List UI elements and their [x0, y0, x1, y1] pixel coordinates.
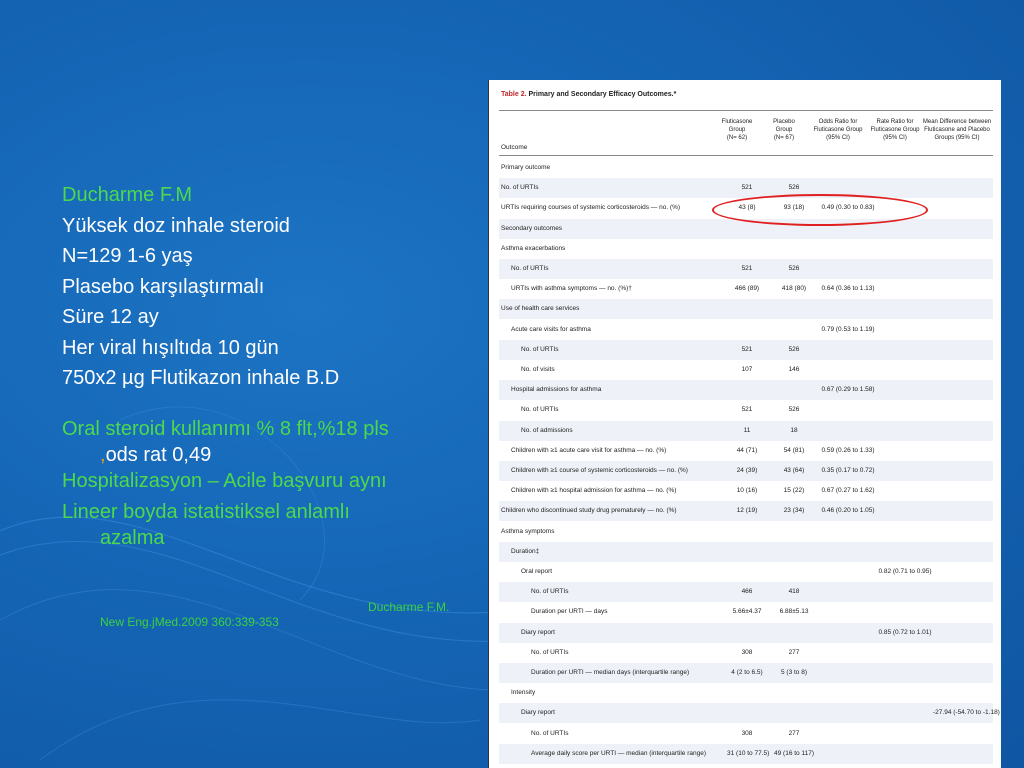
table-row: [499, 461, 993, 481]
row-label: Children with ≥1 hospital admission for asthma — no. (%): [511, 487, 677, 495]
table-row: [499, 501, 993, 521]
row-value: 146: [788, 366, 800, 373]
row-label: Asthma symptoms: [501, 527, 555, 535]
table-number: Table 2.: [501, 91, 527, 98]
table-row: [499, 582, 993, 602]
header-line: Groups (95% CI): [934, 135, 980, 141]
header-rule-top: [499, 110, 993, 111]
header-line: Fluticasone and Placebo: [924, 127, 990, 133]
row-value: 0.35 (0.17 to 0.72): [821, 467, 875, 474]
table-row: [499, 340, 993, 360]
row-value: 277: [788, 648, 800, 656]
comma-prefix: ,: [100, 444, 106, 466]
row-label: Intensity: [511, 689, 536, 697]
header-line: Group: [728, 127, 746, 133]
table-row: [499, 259, 993, 279]
slide-body-text: [62, 180, 492, 549]
slide-line: 750x2 µg Flutikazon inhale B.D: [62, 367, 340, 389]
row-value: 10 (16): [736, 487, 758, 495]
row-value: 0.64 (0.36 to 1.13): [821, 285, 875, 293]
row-label: No. of URTIs: [501, 184, 539, 192]
col-header-fluticasone: [717, 118, 757, 142]
header-line: Mean Difference between: [922, 119, 992, 125]
row-label: No. of URTIs: [531, 648, 569, 656]
row-value: 54 (81): [783, 446, 805, 454]
row-label: URTIs requiring courses of systemic corticosteroids — no. (%): [501, 204, 681, 212]
slide-line: N=129 1-6 yaş: [62, 245, 193, 267]
row-value: 466 (89): [734, 285, 760, 293]
col-header-outcome: Outcome: [501, 144, 528, 151]
table-row: [499, 542, 993, 562]
table-row: [499, 522, 993, 542]
row-label: Diary report: [521, 628, 555, 636]
table-row: [499, 158, 993, 178]
row-value: 12 (19): [736, 507, 758, 515]
row-label: Duration‡: [511, 547, 540, 555]
row-value: 6.88±5.13: [779, 608, 809, 616]
table-row: [499, 703, 1000, 723]
row-label: Use of health care services: [501, 305, 580, 313]
row-value: 0.59 (0.26 to 1.33): [821, 446, 875, 454]
row-value: 521: [741, 406, 753, 414]
row-value: 43 (8): [738, 204, 756, 212]
row-label: No. of URTIs: [511, 265, 549, 272]
row-value: 0.49 (0.30 to 0.83): [821, 204, 875, 212]
table-row: [499, 400, 993, 420]
header-line: Group: [775, 127, 793, 133]
row-label: Children with ≥1 acute care visit for asthma — no. (%): [511, 446, 667, 454]
row-label: Duration per URTI — days: [531, 608, 608, 616]
citation-author: Ducharme F.M.: [368, 600, 450, 614]
oral-steroid-line-2: [62, 444, 492, 466]
row-value: 521: [741, 345, 753, 353]
row-value: 23 (34): [783, 507, 805, 515]
row-value: 107: [741, 366, 753, 373]
row-value: 526: [788, 406, 800, 414]
row-value: 0.46 (0.20 to 1.05): [821, 507, 875, 515]
row-value: 5.66±4.37: [732, 608, 762, 616]
table-image-panel: [488, 80, 1001, 768]
highlight-oval: [712, 194, 928, 226]
row-value: 308: [741, 648, 753, 656]
row-label: No. of admissions: [521, 426, 573, 434]
row-value: 93 (18): [783, 204, 805, 212]
table-row: [499, 683, 993, 703]
row-value: 44 (71): [736, 446, 758, 454]
row-label: Duration per URTI — median days (interquartile range): [531, 669, 690, 676]
row-value: 526: [788, 184, 800, 192]
slide-line: Plasebo karşılaştırmalı: [62, 275, 265, 298]
table-row: [499, 724, 993, 744]
col-header-odds-ratio: [807, 118, 869, 142]
table-row: [499, 178, 993, 198]
row-label: No. of visits: [521, 366, 555, 373]
table-row: [499, 562, 993, 582]
row-value: 526: [788, 265, 800, 272]
header-line: Fluticasone: [721, 119, 753, 125]
row-value: 0.67 (0.27 to 1.62): [821, 487, 875, 495]
hospitalization-line: Hospitalizasyon – Acile başvuru aynı: [62, 470, 387, 492]
citation-journal: New Eng.jMed.2009 360:339-353: [100, 615, 279, 629]
row-label: Children with ≥1 course of systemic corticosteroids — no. (%): [511, 467, 688, 474]
table-row: [499, 623, 993, 643]
row-label: Primary outcome: [501, 164, 551, 171]
slide-line: Ducharme F.M: [62, 184, 193, 206]
row-value: 418 (80): [781, 285, 807, 293]
row-value: 18: [790, 426, 798, 434]
row-value: 0.85 (0.72 to 1.01): [878, 628, 932, 636]
row-value: 0.79 (0.53 to 1.19): [821, 325, 875, 333]
header-rule-bottom: [499, 155, 993, 156]
table-title-text: Primary and Secondary Efficacy Outcomes.*: [526, 91, 677, 98]
row-value: 526: [788, 345, 800, 353]
row-value: 24 (39): [736, 467, 758, 474]
table-row: [499, 380, 993, 400]
table-row: [499, 421, 993, 441]
header-line: (N= 67): [773, 135, 795, 141]
table-row: [499, 279, 993, 299]
header-line: Fluticasone Group: [870, 127, 920, 133]
row-value: 521: [741, 184, 753, 192]
row-value: 11: [743, 426, 751, 434]
row-label: Secondary outcomes: [501, 224, 563, 232]
row-value: 277: [788, 729, 800, 737]
row-label: No. of URTIs: [531, 588, 569, 596]
row-label: No. of URTIs: [531, 729, 569, 737]
table-row: [499, 441, 993, 461]
row-value: 466: [741, 588, 753, 596]
row-label: No. of URTIs: [521, 345, 559, 353]
header-line: Rate Ratio for: [876, 119, 914, 125]
row-label: Asthma exacerbations: [501, 244, 566, 252]
row-value: 43 (64): [783, 467, 805, 474]
row-value: -27.94 (-54.70 to -1.18): [933, 709, 1000, 717]
header-line: (95% CI): [883, 135, 907, 141]
slide-line: Her viral hışıltıda 10 gün: [62, 336, 279, 359]
col-header-placebo: [764, 118, 804, 142]
row-label: Hospital admissions for asthma: [511, 386, 602, 394]
table-row: [499, 239, 993, 259]
row-value: 4 (2 to 6.5): [731, 669, 763, 676]
odds-ratio-text: ods rat 0,49: [105, 444, 212, 466]
row-label: Oral report: [521, 568, 553, 575]
oral-steroid-block: [62, 414, 492, 467]
oral-steroid-line: Oral steroid kullanımı % 8 flt,%18 pls: [62, 417, 389, 440]
header-line: (95% CI): [826, 135, 850, 141]
slide-line: Yüksek doz inhale steroid: [62, 214, 290, 237]
table-row: [499, 602, 993, 622]
slide-line: Süre 12 ay: [62, 306, 159, 328]
row-label: URTIs with asthma symptoms — no. (%)†: [511, 285, 632, 293]
linear-growth-line-2: azalma: [100, 527, 165, 549]
row-value: 31 (10 to 77.5): [727, 749, 770, 757]
table-row: [499, 481, 993, 501]
row-label: Acute care visits for asthma: [511, 325, 591, 333]
row-value: 521: [741, 265, 753, 272]
header-line: Fluticasone Group: [813, 127, 863, 133]
header-line: (N= 62): [726, 135, 748, 141]
table-row: [499, 360, 993, 380]
table-row: [499, 320, 993, 340]
linear-growth-line: Lineer boyda istatistiksel anlamlı: [62, 500, 350, 523]
table-row: [499, 744, 993, 764]
row-label: No. of URTIs: [521, 406, 559, 414]
row-value: 5 (3 to 8): [780, 669, 807, 676]
row-value: 418: [788, 588, 800, 596]
table-row: [499, 663, 993, 683]
row-label: Diary report: [521, 709, 555, 717]
col-header-rate-ratio: [867, 118, 923, 142]
table-row: [499, 643, 993, 663]
header-line: Odds Ratio for: [818, 119, 858, 125]
table-row: [499, 299, 993, 319]
row-label: Children who discontinued study drug prematurely — no. (%): [501, 507, 677, 515]
row-value: 0.67 (0.29 to 1.58): [821, 386, 875, 394]
col-header-mean-difference: [921, 118, 993, 142]
row-value: 0.82 (0.71 to 0.95): [878, 568, 932, 575]
row-value: 49 (16 to 117): [774, 749, 814, 757]
header-line: Placebo: [773, 119, 795, 125]
row-value: 308: [741, 729, 753, 737]
table-title: [501, 91, 676, 98]
row-value: 15 (22): [783, 487, 805, 495]
row-label: Average daily score per URTI — median (interquartile range): [531, 749, 706, 757]
